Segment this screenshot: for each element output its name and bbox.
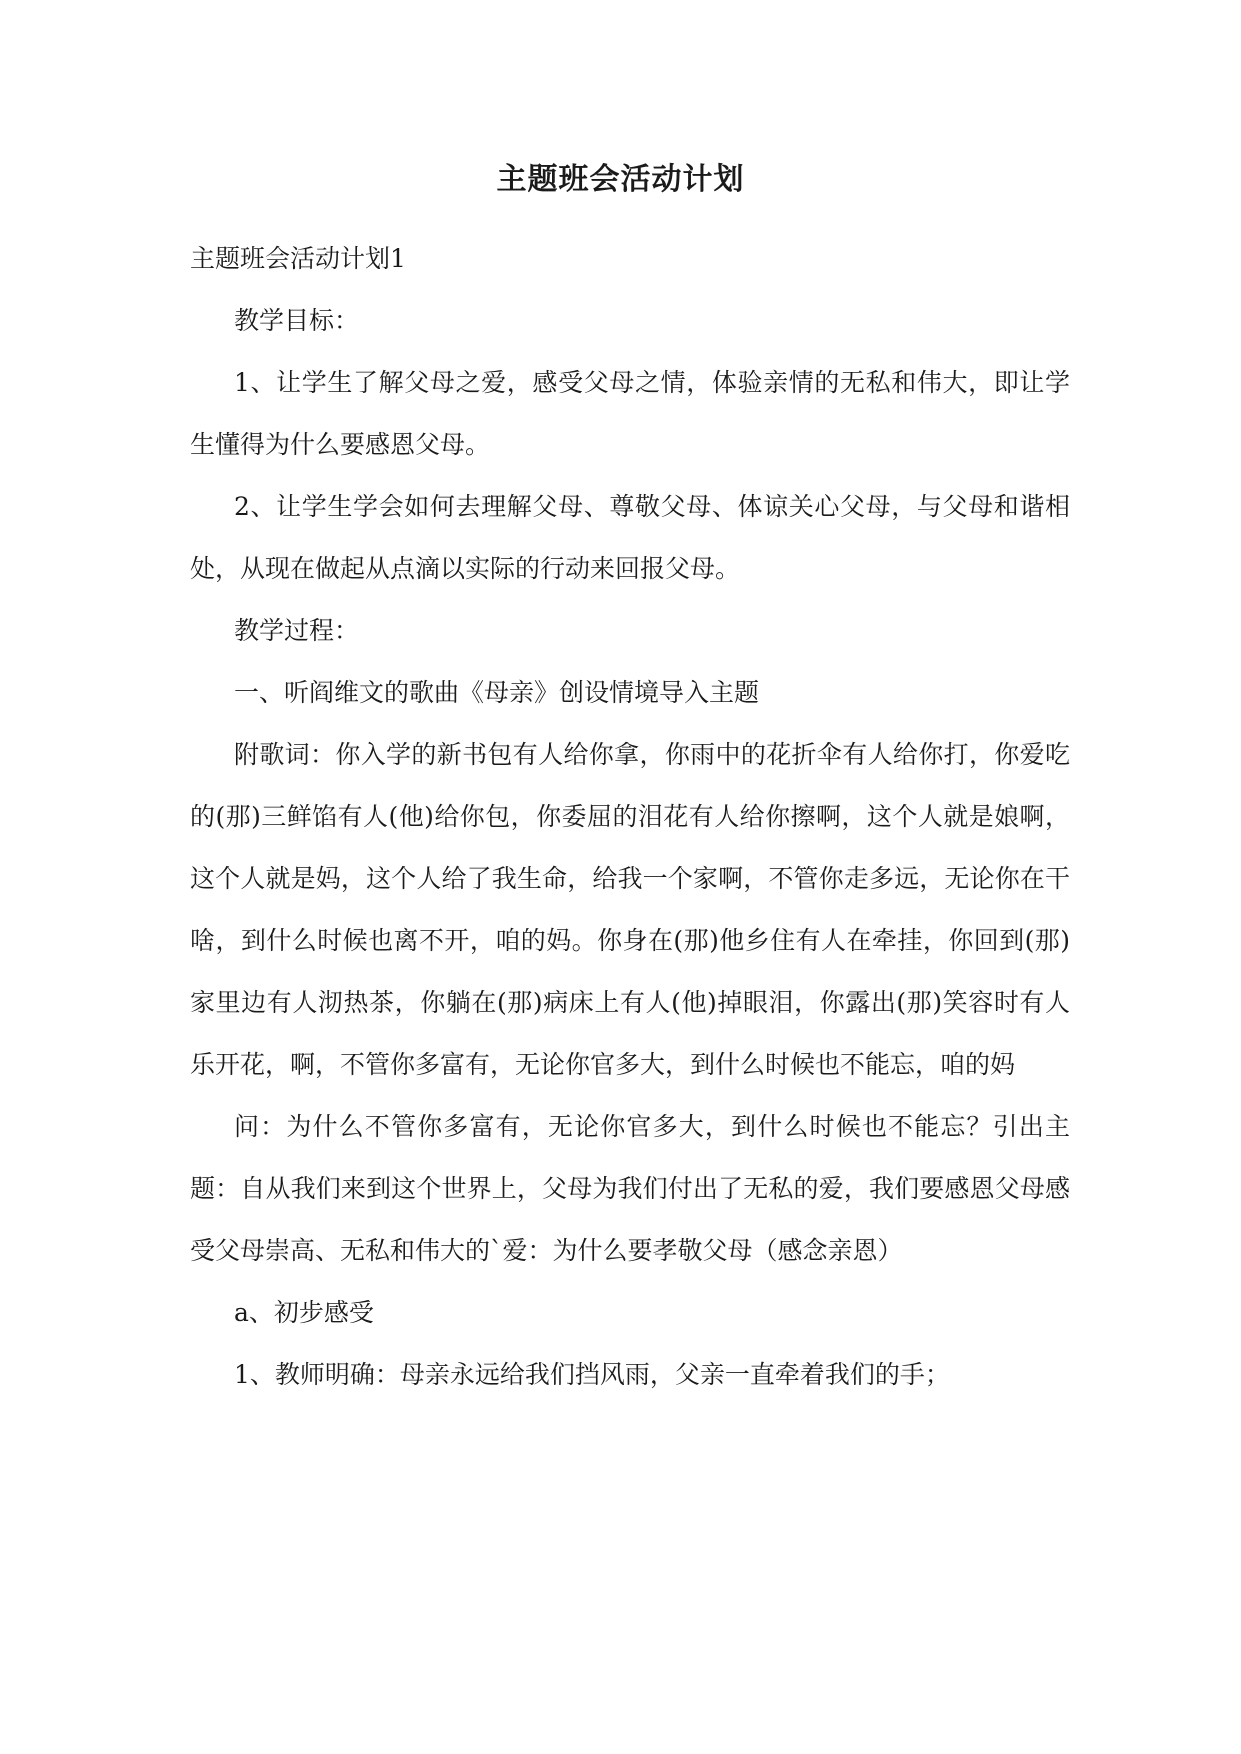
paragraph: 2、让学生学会如何去理解父母、尊敬父母、体谅关心父母，与父母和谐相处，从现在做起从点滴以实际的行动来回报父母。 (190, 492, 1070, 583)
paragraph: 教学目标： (234, 306, 360, 335)
paragraph: 一、听阎维文的歌曲《母亲》创设情境导入主题 (234, 678, 760, 707)
paragraph: 1、让学生了解父母之爱，感受父母之情，体验亲情的无私和伟大，即让学生懂得为什么要感恩父母。 (190, 368, 1070, 459)
paragraph: 教学过程： (234, 616, 360, 645)
paragraph: 附歌词：你入学的新书包有人给你拿，你雨中的花折伞有人给你打，你爱吃的(那)三鲜馅有人(他)给你包，你委屈的泪花有人给你擦啊，这个人就是娘啊，这个人就是妈，这个人给了我生命，给我一个家啊，不管你走多远，无论你在干啥，到什么时候也离不开，咱的妈。你身在(那)他乡住有人在牵挂，你回到(那)家里边有人沏热茶，你躺在(那)病床上有人(他)掉眼泪，你露出(那)笑容时有人乐开花，啊，不管你多富有，无论你官多大，到什么时候也不能忘，咱的妈 (190, 740, 1070, 1079)
section-heading: 主题班会活动计划1 (190, 244, 406, 273)
paragraph: a、初步感受 (234, 1298, 374, 1327)
paragraph: 问：为什么不管你多富有，无论你官多大，到什么时候也不能忘？引出主题：自从我们来到这个世界上，父母为我们付出了无私的爱，我们要感恩父母感受父母崇高、无私和伟大的`爱：为什么要孝敬父母（感念亲恩） (190, 1112, 1070, 1265)
document-body (190, 228, 1070, 1406)
page-title: 主题班会活动计划 (496, 162, 745, 197)
paragraph: 1、教师明确：母亲永远给我们挡风雨，父亲一直牵着我们的手； (234, 1360, 950, 1389)
